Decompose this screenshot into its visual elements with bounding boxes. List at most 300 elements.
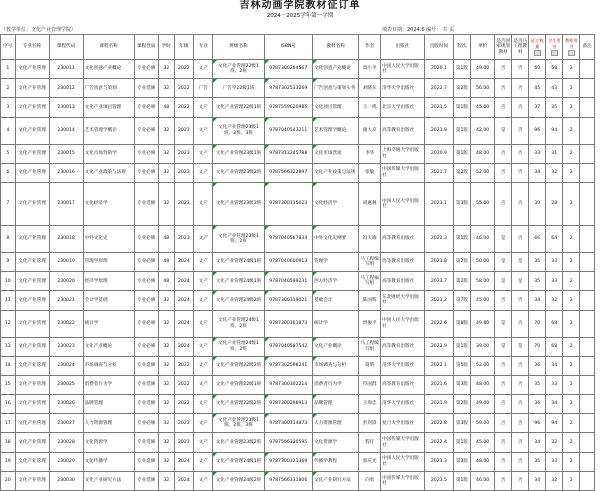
filter-dropdown-icon[interactable] [534, 50, 541, 56]
cell-isbn[interactable]: 9787313245788 [264, 144, 313, 163]
cell-qty[interactable]: 70 [529, 310, 546, 337]
cell-cls[interactable]: 文化产业管理24级1班、2班 [213, 337, 264, 356]
cell-maj[interactable]: 文产 [194, 395, 213, 414]
cell-maj[interactable]: 文产 [194, 60, 213, 79]
cell-maj[interactable]: 文产 [194, 272, 213, 291]
filter-dropdown-icon[interactable] [551, 50, 558, 56]
cell-nature[interactable]: 专业必修 [134, 225, 158, 252]
cell-code[interactable]: 230016 [49, 163, 83, 182]
cell-rem[interactable] [580, 433, 595, 452]
cell-stu[interactable]: 34 [546, 395, 563, 414]
cell-major[interactable]: 文化产业管理 [15, 471, 49, 490]
cell-stu[interactable]: 35 [546, 98, 563, 117]
cell-mgc[interactable]: 否 [512, 356, 529, 375]
cell-stu[interactable]: 43 [546, 79, 563, 98]
cell-isbn[interactable]: 9787300321369 [264, 452, 313, 471]
cell-gj[interactable]: 否 [495, 356, 512, 375]
cell-cls[interactable]: 文化产业管理23级1班、2班、3班 [213, 414, 264, 433]
cell-code[interactable]: 230015 [49, 144, 83, 163]
cell-date[interactable]: 2021.5 [424, 98, 453, 117]
cell-no[interactable]: 15 [1, 375, 16, 394]
cell-isbn[interactable]: 9787040599231 [264, 272, 313, 291]
cell-nature[interactable]: 专业选修 [134, 182, 158, 225]
cell-qty[interactable]: 34 [529, 433, 546, 452]
cell-author[interactable]: 李华 [359, 144, 381, 163]
cell-rem[interactable] [580, 117, 595, 144]
cell-major[interactable]: 文化产业管理 [15, 117, 49, 144]
cell-grade[interactable]: 2024 [174, 291, 193, 310]
cell-price[interactable]: 58.00 [470, 272, 494, 291]
cell-book[interactable]: 人力资源管理 [313, 414, 359, 433]
cell-maj[interactable]: 文产 [194, 225, 213, 252]
cell-gj[interactable]: 是 [495, 272, 512, 291]
cell-course[interactable]: 文化资源学 [83, 433, 134, 452]
cell-author[interactable]: 彭剑锋 [359, 414, 381, 433]
cell-pub[interactable]: 中国人民大学出版社 [381, 452, 425, 471]
cell-code[interactable]: 230013 [49, 98, 83, 117]
cell-rem[interactable] [580, 291, 595, 310]
cell-mgc[interactable]: 否 [512, 395, 529, 414]
cell-grade[interactable]: 2022 [174, 395, 193, 414]
cell-date[interactable]: 2023.8 [424, 252, 453, 271]
cell-major[interactable]: 文化产业管理 [15, 252, 49, 271]
cell-cls[interactable]: 广告学22级1班 [213, 79, 264, 98]
cell-author[interactable]: 符国群 [359, 375, 381, 394]
cell-gj[interactable]: 否 [495, 79, 512, 98]
cell-grade[interactable]: 2022 [174, 356, 193, 375]
cell-ed[interactable]: 第2版 [453, 252, 470, 271]
cell-pub[interactable]: 高等教育出版社 [381, 337, 425, 356]
cell-price[interactable]: 49.80 [470, 310, 494, 337]
cell-book[interactable]: 文化产业研究方法 [313, 471, 359, 490]
cell-isbn[interactable]: 9787040600913 [264, 252, 313, 271]
cell-date[interactable]: 2022.9 [424, 337, 453, 356]
cell-nature[interactable]: 专业必修 [134, 337, 158, 356]
cell-author[interactable]: 胡惠林 [359, 182, 381, 225]
cell-stu[interactable]: 32 [546, 291, 563, 310]
cell-grade[interactable]: 2024 [174, 252, 193, 271]
cell-cls[interactable]: 文化产业管理23级1班 [213, 144, 264, 163]
cell-stu[interactable]: 94 [546, 414, 563, 433]
cell-stu[interactable]: 31 [546, 144, 563, 163]
cell-stu[interactable]: 33 [546, 252, 563, 271]
cell-course[interactable]: 艺术管理学概论 [83, 117, 134, 144]
cell-tea[interactable]: 2 [563, 433, 580, 452]
col-header[interactable]: 教师用书 [563, 35, 580, 60]
cell-code[interactable]: 230017 [49, 182, 83, 225]
cell-stu[interactable]: 33 [546, 272, 563, 291]
cell-pub[interactable]: 复旦大学出版社 [381, 414, 425, 433]
cell-stu[interactable]: 68 [546, 337, 563, 356]
cell-no[interactable]: 1 [1, 60, 16, 79]
cell-code[interactable]: 230025 [49, 375, 83, 394]
cell-major[interactable]: 文化产业管理 [15, 182, 49, 225]
cell-stu[interactable]: 33 [546, 375, 563, 394]
cell-date[interactable]: 2022.7 [424, 79, 453, 98]
cell-pub[interactable]: 高等教育出版社 [381, 225, 425, 252]
cell-book[interactable]: 管理学 [313, 252, 359, 271]
cell-no[interactable]: 13 [1, 337, 16, 356]
cell-maj[interactable]: 文产 [194, 252, 213, 271]
cell-date[interactable]: 2022.3 [424, 225, 453, 252]
cell-book[interactable]: 艺术管理学概论 [313, 117, 359, 144]
cell-author[interactable]: 冯天瑜 [359, 225, 381, 252]
cell-isbn[interactable]: 9787300264567 [264, 60, 313, 79]
cell-ed[interactable]: 第1版 [453, 225, 470, 252]
cell-major[interactable]: 文化产业管理 [15, 291, 49, 310]
cell-qty[interactable]: 36 [529, 395, 546, 414]
cell-mgc[interactable]: 是 [512, 272, 529, 291]
cell-gj[interactable]: 是 [495, 310, 512, 337]
cell-book[interactable]: 文化资源学 [313, 433, 359, 452]
cell-code[interactable]: 230018 [49, 225, 83, 252]
cell-hours[interactable]: 32 [158, 117, 174, 144]
cell-price[interactable]: 46.00 [470, 471, 494, 490]
cell-nature[interactable]: 专业必修 [134, 163, 158, 182]
cell-pub[interactable]: 高等教育出版社 [381, 252, 425, 271]
cell-pub[interactable]: 上海交通大学出版社 [381, 144, 425, 163]
cell-cls[interactable]: 文化产业管理22级1班、2班 [213, 60, 264, 79]
cell-date[interactable]: 2023.2 [424, 291, 453, 310]
cell-author[interactable]: 王一鸣 [359, 98, 381, 117]
cell-ed[interactable]: 第1版 [453, 117, 470, 144]
cell-isbn[interactable]: 9787300315023 [264, 182, 313, 225]
cell-hours[interactable]: 32 [158, 163, 174, 182]
cell-gj[interactable]: 否 [495, 60, 512, 79]
cell-no[interactable]: 3 [1, 98, 16, 117]
cell-mgc[interactable]: 否 [512, 471, 529, 490]
cell-grade[interactable]: 2024 [174, 452, 193, 471]
cell-nature[interactable]: 专业必修 [134, 310, 158, 337]
cell-ed[interactable]: 第5版 [453, 356, 470, 375]
cell-nature[interactable]: 专业选修 [134, 79, 158, 98]
cell-gj[interactable]: 否 [495, 163, 512, 182]
cell-hours[interactable]: 32 [158, 310, 174, 337]
cell-ed[interactable]: 第2版 [453, 395, 470, 414]
cell-maj[interactable]: 文产 [194, 414, 213, 433]
cell-mgc[interactable]: 否 [512, 225, 529, 252]
cell-grade[interactable]: 2023 [174, 182, 193, 225]
cell-ed[interactable]: 第3版 [453, 182, 470, 225]
cell-course[interactable]: 广告创意与策划 [83, 79, 134, 98]
cell-ed[interactable]: 第1版 [453, 337, 470, 356]
cell-author[interactable]: 马工程编写组 [359, 272, 381, 291]
cell-maj[interactable]: 文产 [194, 117, 213, 144]
cell-gj[interactable]: 否 [495, 144, 512, 163]
cell-cls[interactable]: 文化产业管理23级1班、2班 [213, 225, 264, 252]
cell-rem[interactable] [580, 144, 595, 163]
cell-date[interactable]: 2023.3 [424, 452, 453, 471]
cell-course[interactable]: 文化产业政策与法规 [83, 163, 134, 182]
cell-no[interactable]: 16 [1, 395, 16, 414]
cell-book[interactable]: 文化项目管理 [313, 98, 359, 117]
cell-author[interactable]: 郭庆光 [359, 452, 381, 471]
cell-price[interactable]: 48.00 [470, 452, 494, 471]
cell-course[interactable]: 文化产业项目管理 [83, 98, 134, 117]
cell-date[interactable]: 2022.6 [424, 310, 453, 337]
cell-hours[interactable]: 32 [158, 60, 174, 79]
cell-isbn[interactable]: 9787040543211 [264, 117, 313, 144]
cell-major[interactable]: 文化产业管理 [15, 356, 49, 375]
cell-qty[interactable]: 66 [529, 225, 546, 252]
cell-date[interactable]: 2023.5 [424, 471, 453, 490]
cell-nature[interactable]: 专业必修 [134, 60, 158, 79]
cell-nature[interactable]: 专业选修 [134, 375, 158, 394]
cell-tea[interactable]: 2 [563, 225, 580, 252]
cell-nature[interactable]: 专业选修 [134, 471, 158, 490]
cell-book[interactable]: 市场调查与分析 [313, 356, 359, 375]
cell-rem[interactable] [580, 356, 595, 375]
cell-hours[interactable]: 48 [158, 225, 174, 252]
cell-tea[interactable]: 2 [563, 452, 580, 471]
cell-nature[interactable]: 专业必修 [134, 272, 158, 291]
cell-pub[interactable]: 清华大学出版社 [381, 356, 425, 375]
cell-nature[interactable]: 专业选修 [134, 452, 158, 471]
cell-tea[interactable]: 2 [563, 182, 580, 225]
cell-hours[interactable]: 32 [158, 414, 174, 433]
cell-rem[interactable] [580, 79, 595, 98]
cell-price[interactable]: 55.00 [470, 182, 494, 225]
cell-maj[interactable]: 文产 [194, 291, 213, 310]
cell-date[interactable]: 2021.6 [424, 375, 453, 394]
cell-major[interactable]: 文化产业管理 [15, 163, 49, 182]
cell-ed[interactable]: 第1版 [453, 471, 470, 490]
cell-ed[interactable]: 第2版 [453, 79, 470, 98]
cell-author[interactable]: 程圩 [359, 433, 381, 452]
cell-pub[interactable]: 清华大学出版社 [381, 79, 425, 98]
cell-qty[interactable]: 36 [529, 356, 546, 375]
cell-ed[interactable]: 第3版 [453, 414, 470, 433]
cell-major[interactable]: 文化产业管理 [15, 310, 49, 337]
cell-no[interactable]: 10 [1, 272, 16, 291]
cell-course[interactable]: 中外文化史 [83, 225, 134, 252]
cell-tea[interactable]: 2 [563, 60, 580, 79]
cell-code[interactable]: 230012 [49, 79, 83, 98]
cell-stu[interactable]: 64 [546, 225, 563, 252]
cell-isbn[interactable]: 9787300314873 [264, 414, 313, 433]
cell-gj[interactable]: 是 [495, 225, 512, 252]
cell-gj[interactable]: 否 [495, 395, 512, 414]
cell-nature[interactable]: 专业选修 [134, 433, 158, 452]
cell-tea[interactable]: 2 [563, 471, 580, 490]
cell-gj[interactable]: 否 [495, 433, 512, 452]
cell-maj[interactable]: 文产 [194, 452, 213, 471]
cell-date[interactable]: 2022.4 [424, 433, 453, 452]
cell-nature[interactable]: 专业必修 [134, 144, 158, 163]
cell-isbn[interactable]: 9787566322897 [264, 163, 313, 182]
cell-grade[interactable]: 2022 [174, 60, 193, 79]
cell-gj[interactable]: 否 [495, 98, 512, 117]
cell-author[interactable]: 向勇 [359, 471, 381, 490]
cell-qty[interactable]: 35 [529, 252, 546, 271]
cell-pub[interactable]: 高等教育出版社 [381, 272, 425, 291]
cell-major[interactable]: 文化产业管理 [15, 98, 49, 117]
cell-cls[interactable]: 文化产业管理22级2班 [213, 395, 264, 414]
cell-maj[interactable]: 文产 [194, 471, 213, 490]
cell-code[interactable]: 230029 [49, 452, 83, 471]
cell-grade[interactable]: 2023 [174, 433, 193, 452]
cell-grade[interactable]: 2023 [174, 414, 193, 433]
cell-major[interactable]: 文化产业管理 [15, 375, 49, 394]
cell-cls[interactable]: 文化产业管理24级2班 [213, 471, 264, 490]
cell-grade[interactable]: 2024 [174, 310, 193, 337]
cell-hours[interactable]: 32 [158, 337, 174, 356]
cell-price[interactable]: 46.00 [470, 225, 494, 252]
cell-pub[interactable]: 中国人民大学出版社 [381, 60, 425, 79]
cell-tea[interactable]: 2 [563, 395, 580, 414]
cell-pub[interactable]: 北京大学出版社 [381, 98, 425, 117]
cell-book[interactable]: 传播学教程 [313, 452, 359, 471]
cell-code[interactable]: 230028 [49, 433, 83, 452]
cell-stu[interactable]: 33 [546, 452, 563, 471]
cell-rem[interactable] [580, 375, 595, 394]
cell-nature[interactable]: 专业必修 [134, 98, 158, 117]
cell-author[interactable]: 周小平 [359, 60, 381, 79]
cell-rem[interactable] [580, 272, 595, 291]
cell-hours[interactable]: 32 [158, 79, 174, 98]
cell-pub[interactable]: 清华大学出版社 [381, 395, 425, 414]
cell-pub[interactable]: 中国传媒大学出版社 [381, 471, 425, 490]
cell-code[interactable]: 230027 [49, 414, 83, 433]
cell-price[interactable]: 42.00 [470, 117, 494, 144]
cell-author[interactable]: 马工程编写组 [359, 252, 381, 271]
cell-price[interactable]: 49.00 [470, 395, 494, 414]
cell-grade[interactable]: 2023 [174, 225, 193, 252]
cell-stu[interactable]: 58 [546, 60, 563, 79]
cell-ed[interactable]: 第1版 [453, 98, 470, 117]
cell-grade[interactable]: 2023 [174, 117, 193, 144]
cell-date[interactable]: 2023.1 [424, 182, 453, 225]
cell-course[interactable]: 市场调查与分析 [83, 356, 134, 375]
cell-mgc[interactable]: 否 [512, 291, 529, 310]
cell-course[interactable]: 会计学基础 [83, 291, 134, 310]
cell-major[interactable]: 文化产业管理 [15, 60, 49, 79]
cell-rem[interactable] [580, 182, 595, 225]
cell-no[interactable]: 18 [1, 433, 16, 452]
cell-tea[interactable]: 2 [563, 375, 580, 394]
cell-maj[interactable]: 文产 [194, 310, 213, 337]
cell-no[interactable]: 11 [1, 291, 16, 310]
cell-rem[interactable] [580, 414, 595, 433]
cell-qty[interactable]: 35 [529, 272, 546, 291]
cell-hours[interactable]: 32 [158, 433, 174, 452]
cell-course[interactable]: 文化产业研究方法 [83, 471, 134, 490]
cell-pub[interactable]: 东北财经大学出版社 [381, 291, 425, 310]
cell-code[interactable]: 230019 [49, 252, 83, 271]
cell-ed[interactable]: 第1版 [453, 144, 470, 163]
cell-date[interactable]: 2022.1 [424, 356, 453, 375]
cell-hours[interactable]: 48 [158, 272, 174, 291]
cell-no[interactable]: 5 [1, 144, 16, 163]
cell-isbn[interactable]: 9787302533269 [264, 79, 313, 98]
cell-mgc[interactable]: 否 [512, 414, 529, 433]
cell-author[interactable]: 张敏 [359, 163, 381, 182]
cell-isbn[interactable]: 9787300319021 [264, 291, 313, 310]
cell-ed[interactable]: 第2版 [453, 272, 470, 291]
cell-maj[interactable]: 文产 [194, 356, 213, 375]
cell-cls[interactable]: 文化产业管理24级2班 [213, 291, 264, 310]
cell-no[interactable]: 12 [1, 310, 16, 337]
cell-maj[interactable]: 文产 [194, 182, 213, 225]
cell-qty[interactable]: 45 [529, 79, 546, 98]
cell-cls[interactable]: 文化产业管理23级2班 [213, 163, 264, 182]
cell-maj[interactable]: 文产 [194, 337, 213, 356]
cell-gj[interactable]: 否 [495, 291, 512, 310]
cell-gj[interactable]: 是 [495, 117, 512, 144]
cell-ed[interactable]: 第8版 [453, 310, 470, 337]
cell-gj[interactable]: 否 [495, 182, 512, 225]
cell-nature[interactable]: 专业必修 [134, 117, 158, 144]
cell-code[interactable]: 230022 [49, 310, 83, 337]
cell-author[interactable]: 陈国辉 [359, 291, 381, 310]
cell-tea[interactable]: 2 [563, 163, 580, 182]
cell-gj[interactable]: 是 [495, 252, 512, 271]
cell-qty[interactable]: 34 [529, 291, 546, 310]
cell-price[interactable]: 45.00 [470, 98, 494, 117]
cell-cls[interactable]: 文化产业管理22级2班 [213, 356, 264, 375]
cell-tea[interactable]: 2 [563, 272, 580, 291]
cell-gj[interactable]: 否 [495, 452, 512, 471]
cell-qty[interactable]: 34 [529, 471, 546, 490]
cell-price[interactable]: 52.00 [470, 356, 494, 375]
cell-gj[interactable]: 否 [495, 375, 512, 394]
cell-grade[interactable]: 2024 [174, 272, 193, 291]
cell-course[interactable]: 文化经济学 [83, 182, 134, 225]
cell-book[interactable]: 广告创意与策划实务 [313, 79, 359, 98]
cell-hours[interactable]: 32 [158, 471, 174, 490]
cell-rem[interactable] [580, 471, 595, 490]
cell-tea[interactable]: 2 [563, 337, 580, 356]
cell-book[interactable]: 统计学 [313, 310, 359, 337]
cell-hours[interactable]: 32 [158, 452, 174, 471]
cell-price[interactable]: 45.00 [470, 291, 494, 310]
cell-rem[interactable] [580, 252, 595, 271]
cell-rem[interactable] [580, 163, 595, 182]
cell-grade[interactable]: 2023 [174, 144, 193, 163]
cell-price[interactable]: 49.00 [470, 60, 494, 79]
cell-major[interactable]: 文化产业管理 [15, 414, 49, 433]
cell-major[interactable]: 文化产业管理 [15, 452, 49, 471]
cell-rem[interactable] [580, 452, 595, 471]
cell-hours[interactable]: 32 [158, 395, 174, 414]
cell-rem[interactable] [580, 395, 595, 414]
cell-qty[interactable]: 35 [529, 375, 546, 394]
cell-stu[interactable]: 32 [546, 163, 563, 182]
cell-maj[interactable]: 文产 [194, 375, 213, 394]
cell-code[interactable]: 230014 [49, 117, 83, 144]
cell-maj[interactable]: 文产 [194, 163, 213, 182]
cell-nature[interactable]: 专业必修 [134, 252, 158, 271]
cell-author[interactable]: 贾俊平 [359, 310, 381, 337]
cell-gj[interactable]: 是 [495, 337, 512, 356]
cell-no[interactable]: 19 [1, 452, 16, 471]
cell-book[interactable]: 文化创意产业概论 [313, 60, 359, 79]
cell-major[interactable]: 文化产业管理 [15, 79, 49, 98]
cell-stu[interactable]: 34 [546, 356, 563, 375]
cell-stu[interactable]: 94 [546, 117, 563, 144]
cell-stu[interactable]: 32 [546, 433, 563, 452]
cell-pub[interactable]: 中国传媒大学出版社 [381, 433, 425, 452]
filter-dropdown-icon[interactable] [568, 50, 575, 56]
cell-qty[interactable]: 34 [529, 163, 546, 182]
cell-isbn[interactable]: 9787566331806 [264, 471, 313, 490]
cell-pub[interactable]: 高等教育出版社 [381, 375, 425, 394]
cell-no[interactable]: 9 [1, 252, 16, 271]
cell-nature[interactable]: 专业选修 [134, 395, 158, 414]
cell-grade[interactable]: 2022 [174, 375, 193, 394]
cell-cls[interactable]: 文化产业管理24级1班 [213, 452, 264, 471]
col-header[interactable]: 学生用书 [546, 35, 563, 60]
